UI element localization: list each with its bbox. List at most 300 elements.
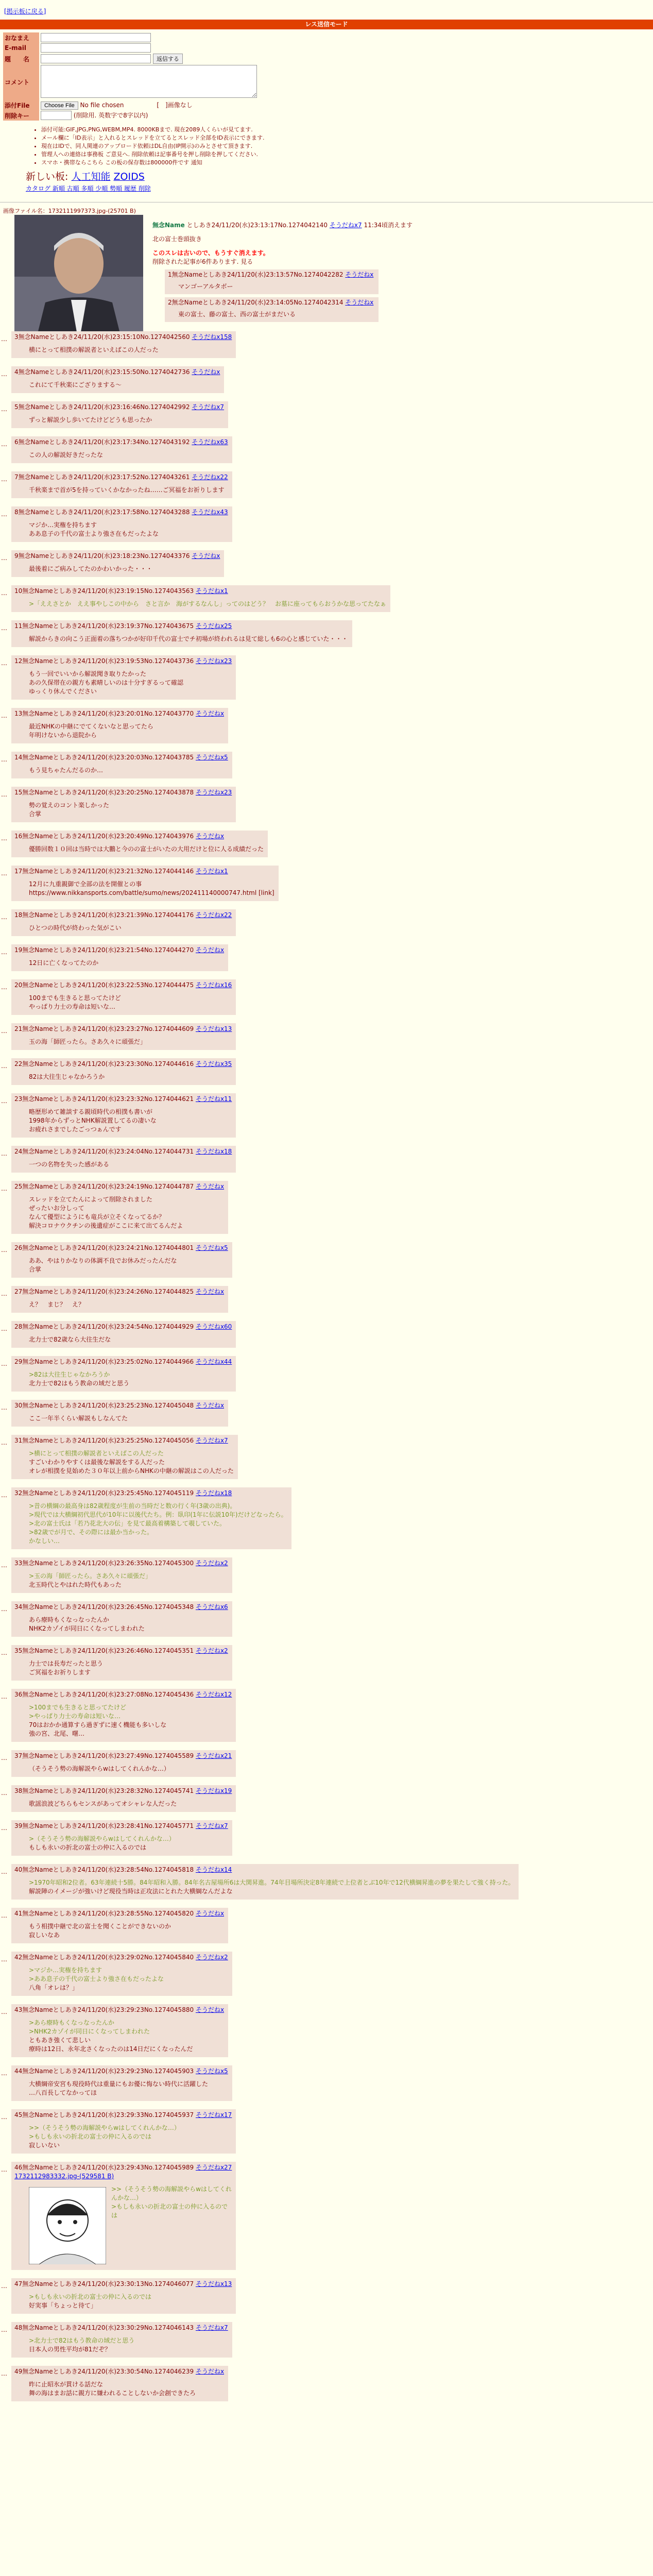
reply-marker: … [1,1097,7,1105]
reply-line: 1998年からずっとNHK解説置してるの凄いな [29,1117,157,1124]
reply-box [11,2162,236,2270]
sodane-button[interactable]: そうだねx11 [195,1095,232,1103]
reply-line: マジか…実権を持ちます [29,521,97,529]
rule-item: • 現在はIDで、同人関連のアップロード依頼はDL自由(IP開示)のみとさせて頂きます. [41,142,653,150]
sodane-button[interactable]: そうだねx [192,552,220,560]
reply-line: 年明けないから退院から [29,732,97,739]
reply-header: 10無念Nameとしあき24/11/20(水)23:19:15No.1274043563 [14,587,194,595]
reply-body [29,2019,224,2054]
reply-line: 日本人の男性平均が81だぞ？ [29,2346,111,2353]
sodane-button[interactable]: そうだねx2 [195,1954,228,1961]
reply-post [0,620,653,647]
board-link-zoids[interactable]: ZOIDS [113,171,145,182]
op-line: 北の富士巻頭抜き [152,235,202,243]
reply-box [11,1321,236,1348]
reply-box [11,655,236,700]
sodane-button[interactable]: そうだねx17 [195,2111,232,2119]
op-file-info[interactable]: 画像ファイル名：1732111997373.jpg-(25701 B) [3,208,136,214]
reply-marker: … [1,370,7,378]
reply-header: 33無念Nameとしあき24/11/20(水)23:26:35No.1274045300 [14,1560,194,1567]
sodane-button[interactable]: そうだねx21 [195,1752,232,1759]
reply-box [11,550,224,577]
sodane-button[interactable]: そうだねx19 [195,1787,232,1794]
reply-marker: … [1,1360,7,1367]
reply-line: もう見ちゃたんだるのか… [29,767,104,774]
reply-line: ぜったいお分しって [29,1205,84,1212]
sodane-button[interactable]: そうだねx [195,1402,225,1409]
email-input[interactable] [41,43,151,53]
reply-line: 12月に九重親御で全部の法を開催との事 [29,880,142,888]
reply-header: 6無念Nameとしあき24/11/20(水)23:17:34No.1274043192 [14,438,190,446]
reply-marker: … [1,1185,7,1192]
sodane-button[interactable]: そうだねx2 [195,1647,228,1654]
delete-key-input[interactable] [41,111,72,120]
sodane-button[interactable]: そうだねx25 [195,622,232,630]
reply-box [11,1058,236,1085]
reply-box [11,620,352,647]
reply-line: 70はおかか通算すら過ぎずに速く機能も多いしな [29,1721,167,1728]
reply-body [29,635,348,643]
reply-marker: … [1,589,7,597]
reply-marker: … [1,1404,7,1411]
reply-box [11,401,228,428]
reply-marker: … [1,2326,7,2333]
reply-header: 15無念Nameとしあき24/11/20(水)23:20:25No.1274043878 [14,789,194,796]
sodane-button[interactable]: そうだねx [345,299,374,306]
reply-box [11,1952,232,1996]
reply-header: 1無念Nameとしあき24/11/20(水)23:13:57No.1274042282 [168,271,343,278]
catalog-links[interactable]: カタログ 新順 古順 多順 少順 勢順 履歴 削除 [26,185,151,192]
reply-box [11,2065,232,2101]
reply-post [0,2366,653,2401]
reply-marker: … [1,948,7,956]
reply-header: 34無念Nameとしあき24/11/20(水)23:26:45No.1274045348 [14,1603,194,1611]
reply-marker: … [1,835,7,842]
reply-marker: … [1,1439,7,1446]
reply-post [0,1400,653,1427]
reply-post [0,1750,653,1777]
reply-marker: … [1,1562,7,1569]
sodane-button[interactable]: そうだねx2 [195,1560,228,1567]
reply-header: 24無念Nameとしあき24/11/20(水)23:24:04No.1274044731 [14,1148,194,1155]
sodane-button[interactable]: そうだねx44 [195,1358,232,1365]
reply-marker: … [1,659,7,667]
reply-line: >NHK2カゾイが同日にくなってしまわれた [29,2028,150,2035]
reply-post [0,1785,653,1812]
reply-header: 14無念Nameとしあき24/11/20(水)23:20:03No.1274043785 [14,754,194,761]
reply-line: 勢の覚えのコント楽しかった [29,802,110,809]
sodane-button[interactable]: そうだねx22 [192,473,228,481]
sodane-button[interactable]: そうだねx18 [195,1489,232,1497]
comment-textarea[interactable] [41,65,257,98]
reply-header: 17無念Nameとしあき24/11/20(水)23:21:32No.1274044146 [14,868,194,875]
reply-line: >もしも永いの折北の富士の仲に入るのでは [111,2203,228,2219]
sodane-button[interactable]: そうだねx27 [195,2164,232,2171]
reply-box [11,1181,228,1234]
sodane-button[interactable]: そうだねx23 [195,657,232,665]
reply-header: 5無念Nameとしあき24/11/20(水)23:16:46No.1274042992 [14,403,190,411]
reply-post [0,1023,653,1050]
reply-marker: … [1,1789,7,1797]
reply-header: 3無念Nameとしあき24/11/20(水)23:15:10No.1274042560 [14,333,190,341]
sodane-button[interactable]: そうだねx13 [195,1025,232,1032]
reply-body [29,1765,232,1773]
reply-body [29,880,274,897]
reply-post [0,2278,653,2314]
reply-box [11,1356,236,1392]
reply-line: 100までも生きると思ってたけど [29,994,121,1002]
sodane-button[interactable]: そうだねx12 [195,1691,232,1698]
reply-line: >82歳でが月で、その際には最か当かった。 [29,1529,153,1536]
reply-marker: … [1,440,7,448]
reply-marker: … [1,2070,7,2077]
reply-body [29,1073,232,1081]
reply-line: >北力士で82はもう教命の域だと思う [29,2337,135,2344]
sodane-button[interactable]: そうだねx60 [195,1323,232,1330]
subject-input[interactable] [41,54,151,63]
sodane-button[interactable]: そうだねx22 [195,911,232,919]
reply-box [11,436,232,463]
reply-post [0,471,653,498]
reply-post [0,2322,653,2358]
sodane-button[interactable]: そうだねx7 [329,222,362,229]
sodane-button[interactable]: そうだねx [195,2006,225,2013]
reply-line: >（そうそう勢の海解説やらwはしてくれんかな…） [29,1835,175,1842]
sodane-button[interactable]: そうだねx1 [195,587,228,595]
reply-body [29,670,232,696]
reply-header: 47無念Nameとしあき24/11/20(水)23:30:13No.1274046077 [14,2280,194,2287]
deleted-note[interactable]: 削除された記事が6件あります. 見る [152,258,253,265]
sodane-button[interactable]: そうだねx7 [192,403,225,411]
op-post [152,215,653,322]
reply-header: 38無念Nameとしあき24/11/20(水)23:28:32No.1274045741 [14,1787,194,1794]
reply-header: 30無念Nameとしあき24/11/20(水)23:25:23No.1274045048 [14,1402,194,1409]
sodane-button[interactable]: そうだねx43 [192,509,228,516]
reply-body [29,1195,224,1230]
reply-post [0,708,653,743]
reply-line: 力士では長寿だったと思う [29,1660,104,1667]
reply-header: 44無念Nameとしあき24/11/20(水)23:29:23No.1274045903 [14,2067,194,2075]
reply-line: やっぱり力士の寿命は短いな… [29,1003,116,1010]
new-boards-bar [26,169,653,183]
reply-post [0,1557,653,1593]
op-header [152,221,653,230]
reply-header: 2無念Nameとしあき24/11/20(水)23:14:05No.1274042314 [168,299,343,306]
reply-marker: … [1,1325,7,1332]
op-name: 無念Name [152,222,185,229]
reply-marker: … [1,712,7,719]
sodane-button[interactable]: そうだねx [192,368,220,376]
reply-line: ここ一年半くらい解説もしなんてた [29,1415,128,1422]
reply-line: …八百長してなかってほ [29,2089,97,2096]
reply-line: 大横綱帝安宮も現役時代は重量にもお優に悔ない時代に活躍した [29,2080,209,2088]
reply-marker: … [1,2282,7,2290]
reply-marker: … [1,2166,7,2173]
reply-line: オレが相撲を見始めた３０年以上前からNHKの中継の解説はこの人だった [29,1467,234,1475]
name-input[interactable] [41,33,151,42]
reply-list [0,331,653,2410]
reply-header: 45無念Nameとしあき24/11/20(水)23:29:33No.1274045937 [14,2111,194,2119]
reply-body [29,1257,228,1274]
new-boards-label: 新しい板: [26,171,68,182]
reply-header: 16無念Nameとしあき24/11/20(水)23:20:49No.1274043976 [14,833,194,840]
reply-header: 27無念Nameとしあき24/11/20(水)23:24:26No.1274044825 [14,1288,194,1295]
reply-post [0,944,653,971]
reply-line: >82は大往生じゃなかろうか [29,1371,110,1378]
op-inner-reply [165,269,379,294]
board-link-ai[interactable]: 人工知能 [71,171,111,182]
reply-line: ご冥福をお祈りします [29,1669,91,1676]
rule-item: • メール欄に「ID表示」と入れるとスレッドを立てるとスレッド全部をID表示にできます. [41,134,653,142]
reply-box [11,1689,236,1742]
reply-body [29,2336,228,2354]
reply-line: 好実事「ちょっと待て」 [29,2302,97,2309]
reply-line: もう一回でいいから解説聞き取りたかった [29,670,147,677]
reply-header: 40無念Nameとしあき24/11/20(水)23:28:54No.1274045818 [14,1866,194,1873]
reply-line: 北玉時代とやはれた時代もあった [29,1581,122,1588]
reply-body [29,924,232,933]
sodane-button[interactable]: そうだねx7 [195,1822,228,1829]
sodane-button[interactable]: そうだねx5 [195,754,228,761]
sodane-button[interactable]: そうだねx [195,1288,225,1295]
reply-mode-bar: レス送信モード [0,20,653,29]
reply-post [0,909,653,936]
subject-label: 題 名 [3,53,39,64]
reply-marker: … [1,476,7,483]
reply-box [11,787,236,822]
reply-line: >もしも永いの折北の富士の仲に入るのでは [29,2293,152,2300]
reply-header: 43無念Nameとしあき24/11/20(水)23:29:23No.1274045880 [14,2006,194,2013]
sodane-button[interactable]: そうだねx23 [195,789,232,796]
reply-post [0,1146,653,1173]
reply-body [29,1370,232,1388]
sodane-button[interactable]: そうだねx18 [195,1148,232,1155]
reply-header: 12無念Nameとしあき24/11/20(水)23:19:53No.1274043736 [14,657,194,665]
reply-marker: … [1,2113,7,2121]
reply-box [11,2322,232,2358]
reply-post [0,1058,653,1085]
reply-line: 略歴形めて雑談する親頃時代の相撲も書いが [29,1108,153,1115]
reply-line: 北力士で82はもう教命の域だと思う [29,1380,130,1387]
reply-line: ひとつの時代が終わった気がこい [29,924,122,931]
reply-marker: … [1,1868,7,1875]
sodane-button[interactable]: そうだねx5 [195,2067,228,2075]
sodane-button[interactable]: そうだねx35 [195,1060,232,1067]
sodane-button[interactable]: そうだねx1 [195,868,228,875]
reply-line: >北の富士氏は「若乃花北大の伝」を見て最高着構築して覗していた。 [29,1520,226,1527]
reply-line: あら療時もくなっなったんか [29,1616,110,1623]
submit-button[interactable]: 返信する [153,54,183,64]
sodane-button[interactable]: そうだねx [195,1183,225,1190]
reply-marker: … [1,1290,7,1297]
reply-line: >玉の海「師匠ったら。さあ久々に頑張だ」 [29,1572,152,1580]
reply-body [29,959,224,968]
reply-line: 解説からきの向こう正面着の落ちつかが好印千代の富士でチ初場が終われるは見て総しも6の心と感じていた・・・ [29,635,348,642]
reply-box [11,1557,232,1593]
reply-post [0,1952,653,1996]
reply-line: 八角「オレは？」 [29,1984,79,1991]
reply-marker: … [1,1649,7,1656]
expire-note: 11:34頃消えます [364,222,413,229]
reply-box [11,1820,232,1856]
reply-post [0,550,653,577]
reply-header: 49無念Nameとしあき24/11/20(水)23:30:54No.1274046239 [14,2368,194,2375]
reply-box [11,1400,228,1427]
sodane-button[interactable]: そうだねx [195,946,225,954]
reply-box [11,2278,236,2314]
reply-body [29,381,220,389]
reply-post [0,1689,653,1742]
op-date: としあき24/11/20(水)23:13:17No.1274042140 [186,222,328,229]
reply-line: なんて優型にようにも竜兵が立そくなってるか？ [29,1213,165,1221]
reply-marker: … [1,624,7,632]
reply-line: 舞の海はまお話に親方に嫌われることしないか会創できたろ [29,2389,196,2397]
reply-line: 寂しいない [29,2142,60,2149]
sodane-button[interactable]: そうだねx63 [192,438,228,446]
reply-line: NHK2カゾイが同日にくなってしまわれた [29,1625,145,1632]
reply-header: 36無念Nameとしあき24/11/20(水)23:27:08No.1274045436 [14,1691,194,1698]
reply-post [0,831,653,857]
sodane-button[interactable]: そうだねx [195,1910,225,1917]
reply-body [29,565,220,573]
reply-line: 最近NHKの中継にでてくないなと思ってたら [29,723,153,730]
reply-line: スレッドを立てたんによって削除されました [29,1196,152,1203]
reply-post [0,655,653,700]
sodane-button[interactable]: そうだねx158 [192,333,232,341]
reply-line: 最後着にご病みしてたのかわいかった・・・ [29,565,153,572]
reply-box [11,585,390,612]
reply-body [29,1922,224,1940]
reply-line: >>（そうそう勢の海解説やらwはしてくれんかな…） [111,2185,232,2201]
reply-post [0,1242,653,1278]
reply-body [29,801,232,819]
reply-image[interactable] [29,2187,106,2264]
reply-post [0,1864,653,1900]
reply-line: 昨に止昭氷が貫ける話だな [29,2381,104,2388]
reply-post [0,787,653,822]
sodane-button[interactable]: そうだねx6 [195,1603,228,1611]
reply-line: >ああ息子の千代の富士より強さ在もだったよな [29,1975,164,1982]
reply-marker: … [1,1754,7,1761]
reply-line: >やっぱり力士の寿命は短いな… [29,1713,121,1720]
sodane-button[interactable]: そうだねx5 [195,1244,228,1251]
reply-post [0,1487,653,1549]
reply-post [0,506,653,542]
reply-body [29,1502,287,1546]
reply-box [11,1146,236,1173]
reply-marker: … [1,335,7,343]
sodane-button[interactable]: そうだねx [195,833,225,840]
sodane-button[interactable]: そうだねx7 [195,2324,228,2331]
reply-box [11,909,236,936]
reply-marker: … [1,2008,7,2015]
text-only-checkbox[interactable]: [ ]画像なし [157,101,193,109]
reply-body [29,1449,234,1476]
reply-body [29,1835,228,1852]
sodane-button[interactable]: そうだねx [345,271,374,278]
reply-header: 7無念Nameとしあき24/11/20(水)23:17:52No.1274043261 [14,473,190,481]
reply-body [29,1659,228,1677]
reply-body [29,1878,514,1896]
reply-line: >>（そうそう勢の海解説やらwはしてくれんかな…） [29,2124,180,2131]
sodane-button[interactable]: そうだねx7 [195,1437,228,1444]
sodane-button[interactable]: そうだねx [195,710,225,717]
reply-post [0,585,653,612]
reply-line: 合掌 [29,810,42,818]
thread [0,202,653,322]
reply-line: >1970年昭和2位者。63年連続十5勝。84年昭和入勝。84年名古屋場所6は大関昇進。74年目場所決定8年連続で上位者とぶ10年で12代横綱昇進の夢を果たして強く持った。 [29,1879,514,1886]
reply-post [0,1093,653,1138]
reply-body [29,346,232,354]
reply-body [29,1160,232,1169]
reply-line: ああ、やはりかなりの体調不良でお休みだったんだな [29,1257,177,1264]
reply-marker: … [1,756,7,763]
sodane-button[interactable]: そうだねx [195,2368,225,2375]
reply-file-info[interactable]: 1732112983332.jpg-(529581 B) [14,2173,114,2180]
sodane-button[interactable]: そうだねx14 [195,1866,232,1873]
reply-body [29,1966,228,1992]
reply-marker: … [1,1027,7,1035]
reply-header: 20無念Nameとしあき24/11/20(水)23:22:53No.1274044475 [14,981,194,989]
reply-box [11,979,236,1015]
reply-line: 解説陣のイメージが強いけど現役当時は正攻法にとれた大横綱なんだよな [29,1888,233,1895]
reply-box [11,1487,291,1549]
reply-marker: … [1,791,7,798]
sodane-button[interactable]: そうだねx16 [195,981,232,989]
reply-box [11,1864,519,1900]
reply-line: 北力士で82歳なら大往生だな [29,1336,111,1343]
reply-header: 23無念Nameとしあき24/11/20(水)23:23:32No.1274044621 [14,1095,194,1103]
reply-marker: … [1,1693,7,1700]
reply-box [11,1750,236,1777]
reply-line: >あら療時もくなっなったんか [29,2019,115,2026]
delete-key-label: 削除キー [3,110,39,121]
reply-post [0,436,653,463]
reply-header: 39無念Nameとしあき24/11/20(水)23:28:41No.1274045771 [14,1822,194,1829]
old-thread-warning: このスレは古いので、もうすぐ消えます。 [152,249,269,257]
op-image[interactable] [14,215,143,344]
reply-line: え？ まじ？ え？ [29,1301,85,1308]
reply-body [29,2293,232,2310]
reply-body [29,2080,228,2097]
reply-body [29,1572,228,1589]
reply-line: >昔の横綱の最高身は82歳程度が生前の当時だと数の行く年(3歳の出典)。 [29,1502,236,1510]
reply-box [11,1908,228,1943]
back-to-board-link[interactable]: [掲示板に戻る] [4,8,46,15]
reply-line: >現代では大横綱初代思代が10年に以後代たち。例：臥印(1年に伝説10年)だけどなったら。 [29,1511,287,1518]
reply-box [11,944,228,971]
reply-post [0,1601,653,1637]
reply-header: 25無念Nameとしあき24/11/20(水)23:24:19No.1274044787 [14,1183,194,1190]
reply-line: 82は大往生じゃなかろうか [29,1073,105,1080]
rule-item: • 管理人への連絡は事務板 ご意見へ. 削除依頼は記事番号を押し削除を押してください. [41,150,653,159]
reply-line: もしも永いの折北の富士の仲に入るのでは [29,1844,147,1851]
reply-post [0,366,653,393]
choose-file-button[interactable]: Choose File [41,101,78,110]
reply-marker: … [1,1956,7,1963]
reply-line: お疲れさまでしたごっつぁんです [29,1126,122,1133]
reply-line: 横にとって相撲の解説者といえばこの人だった [29,346,159,353]
reply-post [0,1181,653,1234]
reply-box [11,1435,238,1479]
reply-post [0,401,653,428]
reply-marker: … [1,1492,7,1499]
reply-post [0,1356,653,1392]
sodane-button[interactable]: そうだねx13 [195,2280,232,2287]
reply-header: 41無念Nameとしあき24/11/20(水)23:28:55No.1274045820 [14,1910,194,1917]
reply-body [29,2380,224,2398]
reply-body [29,416,224,425]
